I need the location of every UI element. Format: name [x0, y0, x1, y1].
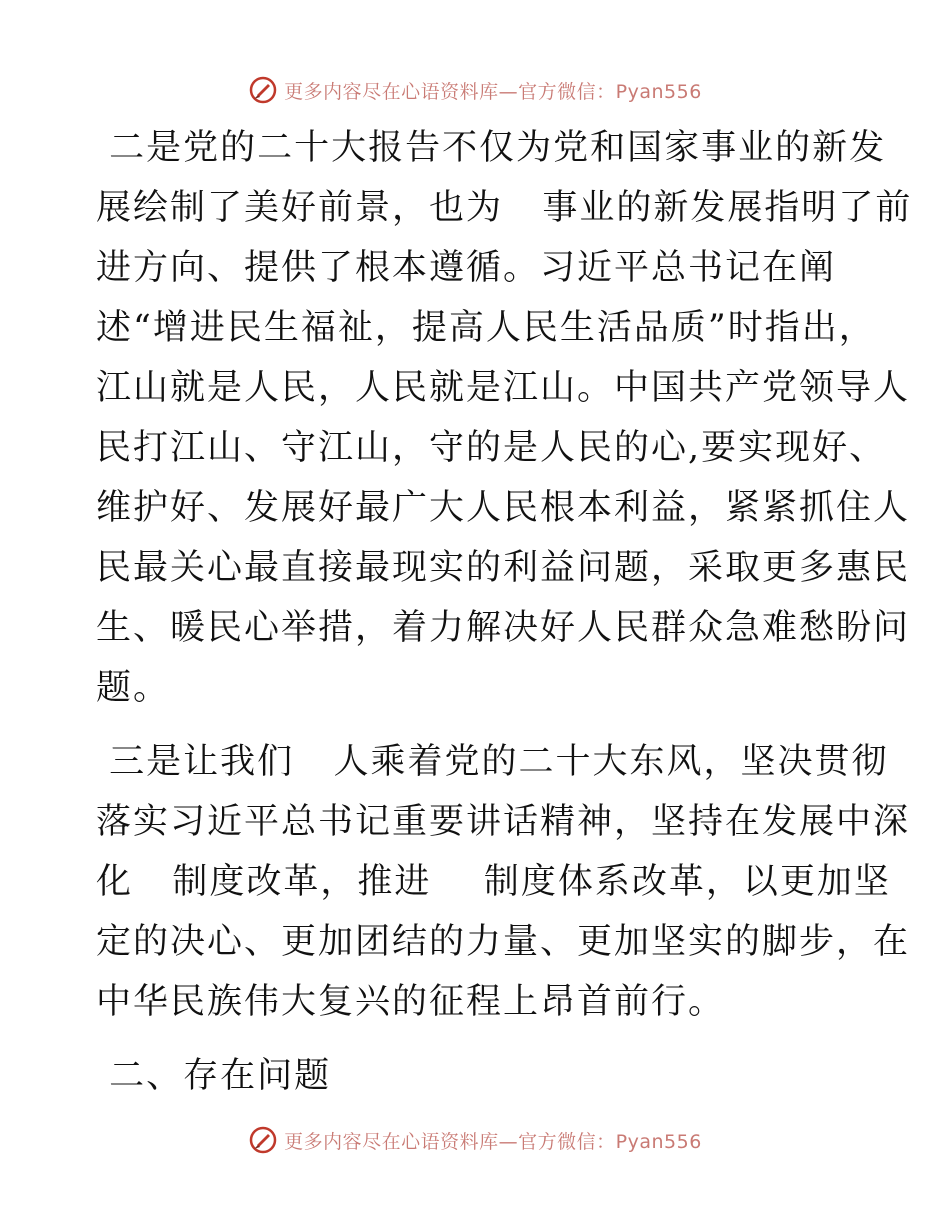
paragraph-line: 江山就是人民，人民就是江山。中国共产党领导人	[96, 368, 911, 408]
section-heading: 二、存在问题	[96, 1056, 332, 1096]
paragraph-line: 维护好、发展好最广大人民根本利益，紧紧抓住人	[96, 488, 911, 528]
paragraph-1	[96, 118, 913, 718]
paragraph-line: 题。	[96, 668, 171, 708]
paragraph-2	[96, 732, 911, 1032]
footer-banner-text: 更多内容尽在心语资料库—官方微信：Pyan556	[284, 1130, 702, 1153]
paragraph-line: 落实习近平总书记重要讲话精神，坚持在发展中深	[96, 802, 911, 842]
paragraph-line: 生、暖民心举措，着力解决好人民群众急难愁盼问	[96, 608, 911, 648]
header-banner-text: 更多内容尽在心语资料库—官方微信：Pyan556	[284, 80, 702, 103]
paragraph-line: 述“增进民生福祉，提高人民生活品质”时指出，	[96, 308, 876, 348]
paragraph-line: 化 制度改革，推进 制度体系改革，以更加坚	[96, 862, 891, 902]
paragraph-line: 民最关心最直接最现实的利益问题，采取更多惠民	[96, 548, 911, 588]
paragraph-line: 二是党的二十大报告不仅为党和国家事业的新发	[96, 128, 887, 168]
brand-logo-icon	[248, 1125, 278, 1155]
paragraph-line: 民打江山、守江山，守的是人民的心,要实现好、	[96, 428, 887, 468]
header-banner	[0, 70, 950, 110]
paragraph-line: 展绘制了美好前景，也为 事业的新发展指明了前	[96, 188, 913, 228]
footer-banner	[0, 1120, 950, 1160]
paragraph-line: 进方向、提供了根本遵循。习近平总书记在阐	[96, 248, 837, 288]
document-body	[96, 118, 913, 1106]
paragraph-line: 定的决心、更加团结的力量、更加坚实的脚步，在	[96, 922, 911, 962]
brand-logo-icon	[248, 75, 278, 105]
paragraph-line: 中华民族伟大复兴的征程上昂首前行。	[96, 982, 726, 1022]
paragraph-line: 三是让我们 人乘着党的二十大东风，坚决贯彻	[96, 742, 889, 782]
